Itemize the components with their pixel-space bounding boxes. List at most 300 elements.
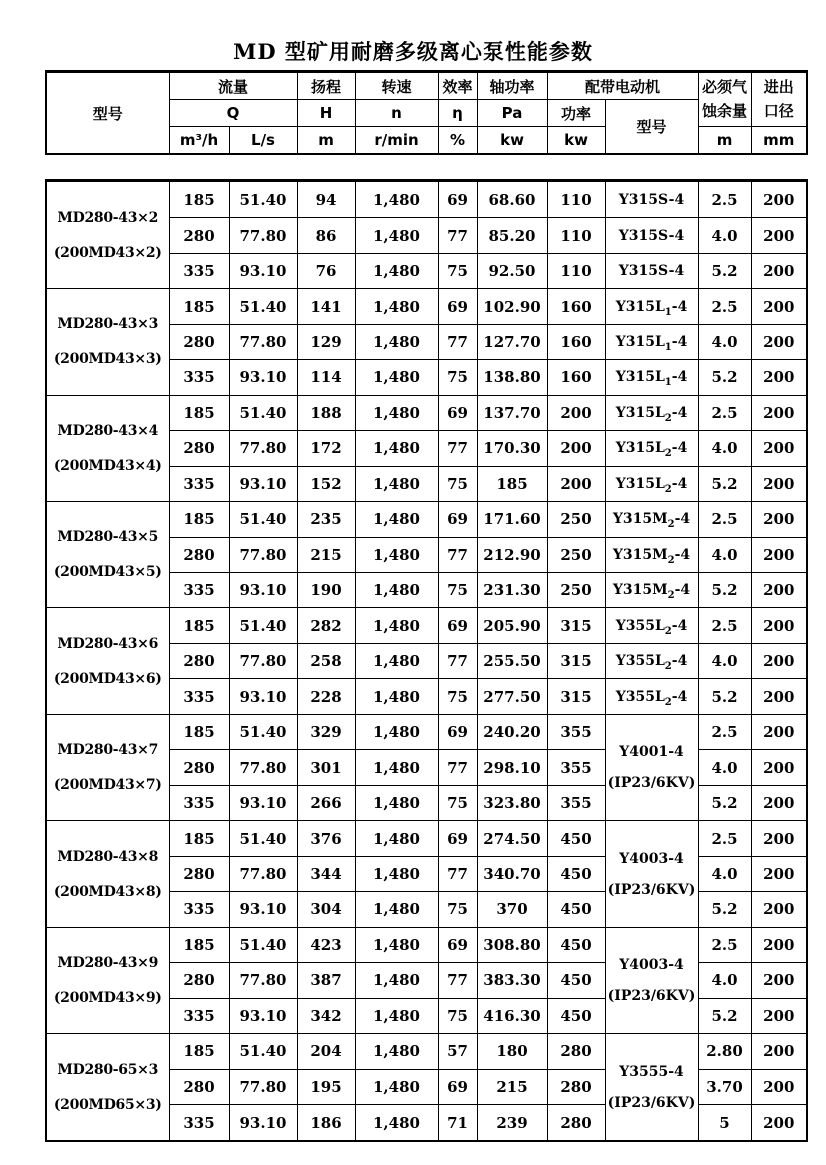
cell-speed: 1,480 [355, 502, 438, 537]
cell-head: 228 [297, 679, 355, 714]
cell-npsh: 2.5 [698, 289, 751, 324]
cell-motor-power: 110 [547, 253, 605, 288]
cell-npsh: 4.0 [698, 856, 751, 891]
cell-head: 423 [297, 927, 355, 962]
cell-npsh: 2.80 [698, 1034, 751, 1069]
cell-speed: 1,480 [355, 679, 438, 714]
pump-model-alt: (200MD43×8) [53, 883, 162, 900]
cell-head: 129 [297, 324, 355, 359]
cell-shaft-power: 383.30 [477, 963, 547, 998]
cell-npsh: 5.2 [698, 785, 751, 820]
cell-flow-m3h: 335 [169, 253, 229, 288]
cell-flow-ls: 93.10 [229, 573, 297, 608]
cell-head: 387 [297, 963, 355, 998]
cell-flow-m3h: 335 [169, 360, 229, 395]
cell-speed: 1,480 [355, 218, 438, 253]
cell-head: 266 [297, 785, 355, 820]
cell-head: 204 [297, 1034, 355, 1069]
cell-shaft-power: 180 [477, 1034, 547, 1069]
table-row [46, 289, 807, 324]
cell-motor-power: 315 [547, 608, 605, 643]
cell-speed: 1,480 [355, 573, 438, 608]
cell-port: 200 [751, 1069, 807, 1104]
col-unit-motor-power: kw [547, 127, 605, 155]
cell-motor-model: $Y315L_2-4$ [605, 431, 698, 466]
cell-port: 200 [751, 785, 807, 820]
cell-head: 86 [297, 218, 355, 253]
cell-motor-power: 450 [547, 963, 605, 998]
cell-head: 235 [297, 502, 355, 537]
cell-port: 200 [751, 750, 807, 785]
pump-model-name: MD280-43×8 [57, 848, 159, 865]
cell-efficiency: 57 [438, 1034, 477, 1069]
cell-motor-power: 280 [547, 1069, 605, 1104]
cell-pump-model [46, 181, 169, 289]
col-unit-efficiency: % [438, 127, 477, 155]
cell-flow-m3h: 185 [169, 289, 229, 324]
cell-flow-ls: 51.40 [229, 502, 297, 537]
cell-motor-power: 110 [547, 218, 605, 253]
col-unit-speed: r/min [355, 127, 438, 155]
cell-npsh: 4.0 [698, 963, 751, 998]
cell-head: 172 [297, 431, 355, 466]
cell-motor-model: $Y355L_2-4$ [605, 608, 698, 643]
cell-head: 152 [297, 466, 355, 501]
cell-head: 282 [297, 608, 355, 643]
cell-flow-ls: 77.80 [229, 856, 297, 891]
cell-flow-m3h: 335 [169, 679, 229, 714]
cell-flow-m3h: 335 [169, 998, 229, 1033]
cell-motor-power: 160 [547, 324, 605, 359]
col-header-efficiency: 效率 [438, 72, 477, 100]
cell-head: 190 [297, 573, 355, 608]
cell-port: 200 [751, 502, 807, 537]
table-row [46, 714, 807, 749]
motor-model-protection: (IP23/6KV) [607, 1094, 696, 1111]
table-row [46, 821, 807, 856]
cell-npsh: 2.5 [698, 608, 751, 643]
cell-flow-ls: 51.40 [229, 289, 297, 324]
cell-port: 200 [751, 643, 807, 678]
cell-speed: 1,480 [355, 927, 438, 962]
cell-port: 200 [751, 856, 807, 891]
cell-speed: 1,480 [355, 1034, 438, 1069]
cell-pump-model [46, 502, 169, 608]
cell-flow-m3h: 335 [169, 466, 229, 501]
table-row [46, 502, 807, 537]
cell-speed: 1,480 [355, 431, 438, 466]
motor-model-name: Y4003-4 [619, 956, 684, 973]
cell-motor-power: 250 [547, 537, 605, 572]
cell-npsh: 5.2 [698, 360, 751, 395]
cell-port: 200 [751, 466, 807, 501]
cell-speed: 1,480 [355, 395, 438, 430]
col-header-motor-power: 功率 [547, 100, 605, 127]
cell-motor-power: 355 [547, 750, 605, 785]
cell-motor-model: $Y355L_2-4$ [605, 643, 698, 678]
cell-head: 141 [297, 289, 355, 324]
cell-motor-model [605, 714, 698, 820]
cell-shaft-power: 215 [477, 1069, 547, 1104]
cell-shaft-power: 240.20 [477, 714, 547, 749]
pump-model-name: MD280-43×9 [57, 954, 159, 971]
table-row [46, 927, 807, 962]
cell-efficiency: 75 [438, 253, 477, 288]
cell-port: 200 [751, 821, 807, 856]
cell-port: 200 [751, 1105, 807, 1141]
cell-motor-power: 200 [547, 431, 605, 466]
pump-model-name: MD280-43×4 [57, 422, 159, 439]
cell-shaft-power: 308.80 [477, 927, 547, 962]
cell-head: 376 [297, 821, 355, 856]
pump-model-alt: (200MD43×2) [53, 244, 162, 261]
cell-flow-ls: 77.80 [229, 537, 297, 572]
cell-head: 94 [297, 181, 355, 218]
cell-efficiency: 75 [438, 785, 477, 820]
cell-motor-power: 200 [547, 395, 605, 430]
col-symbol-speed: n [355, 100, 438, 127]
cell-shaft-power: 298.10 [477, 750, 547, 785]
cell-flow-ls: 93.10 [229, 892, 297, 927]
cell-efficiency: 69 [438, 821, 477, 856]
cell-flow-ls: 77.80 [229, 963, 297, 998]
col-unit-shaft-power: kw [477, 127, 547, 155]
cell-port: 200 [751, 608, 807, 643]
cell-speed: 1,480 [355, 856, 438, 891]
cell-flow-m3h: 335 [169, 785, 229, 820]
cell-npsh: 5 [698, 1105, 751, 1141]
cell-port: 200 [751, 892, 807, 927]
table-row [46, 1034, 807, 1069]
cell-flow-ls: 77.80 [229, 643, 297, 678]
col-header-motor-model: 型号 [605, 100, 698, 155]
col-unit-npsh: m [698, 127, 751, 155]
table-row [46, 395, 807, 430]
cell-head: 114 [297, 360, 355, 395]
pump-model-name: MD280-43×6 [57, 635, 159, 652]
cell-flow-ls: 77.80 [229, 218, 297, 253]
cell-npsh: 4.0 [698, 431, 751, 466]
cell-port: 200 [751, 537, 807, 572]
header-row-1 [46, 72, 807, 100]
cell-port: 200 [751, 253, 807, 288]
col-header-head: 扬程 [297, 72, 355, 100]
cell-speed: 1,480 [355, 998, 438, 1033]
col-header-npsh [698, 72, 751, 127]
cell-flow-ls: 77.80 [229, 1069, 297, 1104]
cell-efficiency: 69 [438, 502, 477, 537]
cell-shaft-power: 205.90 [477, 608, 547, 643]
cell-shaft-power: 340.70 [477, 856, 547, 891]
cell-flow-m3h: 280 [169, 643, 229, 678]
col-header-port-line1: 进出 [763, 78, 794, 97]
cell-efficiency: 69 [438, 608, 477, 643]
cell-head: 186 [297, 1105, 355, 1141]
cell-pump-model [46, 1034, 169, 1141]
cell-flow-ls: 93.10 [229, 253, 297, 288]
table-row [46, 608, 807, 643]
cell-efficiency: 75 [438, 360, 477, 395]
cell-port: 200 [751, 218, 807, 253]
pump-model-alt: (200MD65×3) [53, 1096, 162, 1113]
cell-motor-model: $Y355L_2-4$ [605, 679, 698, 714]
cell-efficiency: 75 [438, 573, 477, 608]
cell-shaft-power: 277.50 [477, 679, 547, 714]
cell-port: 200 [751, 714, 807, 749]
cell-efficiency: 77 [438, 856, 477, 891]
cell-motor-power: 315 [547, 679, 605, 714]
cell-shaft-power: 85.20 [477, 218, 547, 253]
cell-pump-model [46, 927, 169, 1033]
cell-efficiency: 69 [438, 714, 477, 749]
cell-motor-model: Y315S-4 [605, 181, 698, 218]
cell-shaft-power: 323.80 [477, 785, 547, 820]
page-title: MD 型矿用耐磨多级离心泵性能参数 [233, 39, 593, 64]
cell-speed: 1,480 [355, 360, 438, 395]
cell-speed: 1,480 [355, 324, 438, 359]
cell-port: 200 [751, 573, 807, 608]
cell-flow-ls: 93.10 [229, 785, 297, 820]
col-symbol-head: H [297, 100, 355, 127]
cell-motor-power: 450 [547, 821, 605, 856]
cell-flow-m3h: 280 [169, 537, 229, 572]
cell-npsh: 4.0 [698, 537, 751, 572]
cell-motor-model: $Y315L_2-4$ [605, 395, 698, 430]
cell-npsh: 4.0 [698, 218, 751, 253]
cell-speed: 1,480 [355, 714, 438, 749]
cell-motor-power: 355 [547, 714, 605, 749]
motor-model-name: Y3555-4 [619, 1063, 684, 1080]
cell-npsh: 5.2 [698, 573, 751, 608]
col-symbol-flow: Q [169, 100, 297, 127]
pump-model-name: MD280-65×3 [57, 1061, 159, 1078]
cell-npsh: 2.5 [698, 821, 751, 856]
cell-npsh: 5.2 [698, 253, 751, 288]
cell-motor-power: 355 [547, 785, 605, 820]
cell-flow-ls: 51.40 [229, 181, 297, 218]
col-symbol-shaft-power: Pa [477, 100, 547, 127]
col-header-flow: 流量 [169, 72, 297, 100]
cell-motor-power: 110 [547, 181, 605, 218]
cell-motor-power: 160 [547, 289, 605, 324]
cell-pump-model [46, 821, 169, 927]
cell-efficiency: 69 [438, 927, 477, 962]
cell-motor-model: $Y315L_1-4$ [605, 289, 698, 324]
cell-efficiency: 69 [438, 1069, 477, 1104]
cell-speed: 1,480 [355, 963, 438, 998]
cell-shaft-power: 137.70 [477, 395, 547, 430]
cell-head: 344 [297, 856, 355, 891]
motor-model-protection: (IP23/6KV) [607, 775, 696, 792]
col-unit-port: mm [751, 127, 807, 155]
cell-flow-m3h: 280 [169, 431, 229, 466]
pump-model-alt: (200MD43×7) [53, 777, 162, 794]
cell-speed: 1,480 [355, 1069, 438, 1104]
table-row [46, 181, 807, 218]
cell-speed: 1,480 [355, 181, 438, 218]
cell-npsh: 4.0 [698, 324, 751, 359]
cell-flow-m3h: 185 [169, 181, 229, 218]
col-symbol-efficiency: η [438, 100, 477, 127]
cell-flow-ls: 93.10 [229, 466, 297, 501]
cell-pump-model [46, 289, 169, 395]
cell-head: 342 [297, 998, 355, 1033]
motor-model-protection: (IP23/6KV) [607, 881, 696, 898]
col-header-shaft-power: 轴功率 [477, 72, 547, 100]
cell-port: 200 [751, 963, 807, 998]
cell-shaft-power: 231.30 [477, 573, 547, 608]
cell-speed: 1,480 [355, 253, 438, 288]
cell-speed: 1,480 [355, 643, 438, 678]
cell-shaft-power: 102.90 [477, 289, 547, 324]
cell-efficiency: 75 [438, 998, 477, 1033]
pump-model-alt: (200MD43×4) [53, 457, 162, 474]
col-header-speed: 转速 [355, 72, 438, 100]
cell-npsh: 5.2 [698, 892, 751, 927]
cell-npsh: 5.2 [698, 679, 751, 714]
cell-port: 200 [751, 360, 807, 395]
cell-flow-ls: 51.40 [229, 927, 297, 962]
cell-shaft-power: 255.50 [477, 643, 547, 678]
cell-shaft-power: 92.50 [477, 253, 547, 288]
cell-motor-power: 280 [547, 1105, 605, 1141]
cell-flow-m3h: 185 [169, 821, 229, 856]
cell-shaft-power: 138.80 [477, 360, 547, 395]
motor-model-name: Y4003-4 [619, 850, 684, 867]
cell-flow-m3h: 185 [169, 608, 229, 643]
cell-port: 200 [751, 679, 807, 714]
cell-shaft-power: 68.60 [477, 181, 547, 218]
cell-pump-model [46, 608, 169, 714]
header-table [45, 70, 808, 155]
cell-flow-m3h: 185 [169, 1034, 229, 1069]
col-header-port [751, 72, 807, 127]
cell-shaft-power: 170.30 [477, 431, 547, 466]
cell-flow-m3h: 280 [169, 750, 229, 785]
cell-motor-power: 250 [547, 502, 605, 537]
cell-efficiency: 69 [438, 289, 477, 324]
cell-flow-m3h: 185 [169, 502, 229, 537]
cell-head: 188 [297, 395, 355, 430]
cell-flow-m3h: 280 [169, 218, 229, 253]
cell-shaft-power: 171.60 [477, 502, 547, 537]
cell-speed: 1,480 [355, 785, 438, 820]
pump-model-alt: (200MD43×9) [53, 989, 162, 1006]
cell-head: 258 [297, 643, 355, 678]
cell-port: 200 [751, 1034, 807, 1069]
cell-flow-ls: 51.40 [229, 714, 297, 749]
cell-port: 200 [751, 289, 807, 324]
cell-shaft-power: 239 [477, 1105, 547, 1141]
cell-head: 304 [297, 892, 355, 927]
motor-model-protection: (IP23/6KV) [607, 987, 696, 1004]
cell-port: 200 [751, 395, 807, 430]
col-header-pump-model: 型号 [46, 72, 169, 155]
cell-motor-model: $Y315M_2-4$ [605, 537, 698, 572]
col-header-port-line2: 口径 [763, 101, 794, 120]
cell-head: 329 [297, 714, 355, 749]
cell-efficiency: 69 [438, 395, 477, 430]
cell-port: 200 [751, 998, 807, 1033]
cell-flow-m3h: 280 [169, 963, 229, 998]
cell-flow-ls: 51.40 [229, 1034, 297, 1069]
cell-efficiency: 77 [438, 324, 477, 359]
cell-flow-ls: 93.10 [229, 998, 297, 1033]
motor-model-name: Y4001-4 [619, 744, 684, 761]
data-table [45, 179, 808, 1142]
cell-efficiency: 77 [438, 537, 477, 572]
cell-motor-power: 450 [547, 892, 605, 927]
pump-model-alt: (200MD43×5) [53, 564, 162, 581]
cell-motor-power: 250 [547, 573, 605, 608]
cell-port: 200 [751, 181, 807, 218]
cell-motor-model: $Y315M_2-4$ [605, 502, 698, 537]
cell-speed: 1,480 [355, 537, 438, 572]
pump-model-alt: (200MD43×6) [53, 670, 162, 687]
cell-flow-ls: 51.40 [229, 395, 297, 430]
cell-npsh: 3.70 [698, 1069, 751, 1104]
cell-motor-power: 160 [547, 360, 605, 395]
cell-flow-m3h: 280 [169, 1069, 229, 1104]
pump-model-name: MD280-43×3 [57, 316, 159, 333]
cell-flow-ls: 51.40 [229, 608, 297, 643]
pump-model-name: MD280-43×7 [57, 742, 159, 759]
col-header-motor: 配带电动机 [547, 72, 698, 100]
cell-motor-model [605, 821, 698, 927]
cell-flow-ls: 93.10 [229, 679, 297, 714]
cell-motor-model: $Y315L_1-4$ [605, 360, 698, 395]
cell-flow-ls: 51.40 [229, 821, 297, 856]
cell-motor-model [605, 927, 698, 1033]
cell-npsh: 2.5 [698, 927, 751, 962]
cell-speed: 1,480 [355, 466, 438, 501]
col-unit-flow-m3h: m³/h [169, 127, 229, 155]
cell-flow-m3h: 185 [169, 395, 229, 430]
cell-npsh: 4.0 [698, 750, 751, 785]
cell-efficiency: 77 [438, 431, 477, 466]
cell-shaft-power: 185 [477, 466, 547, 501]
pump-model-name: MD280-43×2 [57, 209, 159, 226]
cell-efficiency: 75 [438, 892, 477, 927]
cell-shaft-power: 416.30 [477, 998, 547, 1033]
cell-head: 301 [297, 750, 355, 785]
cell-motor-model: $Y315L_2-4$ [605, 466, 698, 501]
cell-motor-power: 200 [547, 466, 605, 501]
cell-shaft-power: 212.90 [477, 537, 547, 572]
cell-efficiency: 71 [438, 1105, 477, 1141]
cell-npsh: 2.5 [698, 181, 751, 218]
col-unit-head: m [297, 127, 355, 155]
cell-flow-ls: 77.80 [229, 431, 297, 466]
cell-flow-m3h: 335 [169, 1105, 229, 1141]
cell-flow-ls: 77.80 [229, 750, 297, 785]
cell-flow-m3h: 280 [169, 324, 229, 359]
cell-flow-ls: 93.10 [229, 1105, 297, 1141]
cell-head: 215 [297, 537, 355, 572]
cell-flow-m3h: 185 [169, 714, 229, 749]
cell-npsh: 5.2 [698, 466, 751, 501]
col-unit-flow-ls: L/s [229, 127, 297, 155]
cell-port: 200 [751, 927, 807, 962]
col-header-npsh-line2: 蚀余量 [702, 101, 748, 120]
cell-npsh: 2.5 [698, 502, 751, 537]
cell-shaft-power: 370 [477, 892, 547, 927]
cell-flow-ls: 77.80 [229, 324, 297, 359]
cell-motor-model: $Y315M_2-4$ [605, 573, 698, 608]
cell-efficiency: 77 [438, 750, 477, 785]
cell-flow-m3h: 335 [169, 892, 229, 927]
cell-flow-m3h: 185 [169, 927, 229, 962]
